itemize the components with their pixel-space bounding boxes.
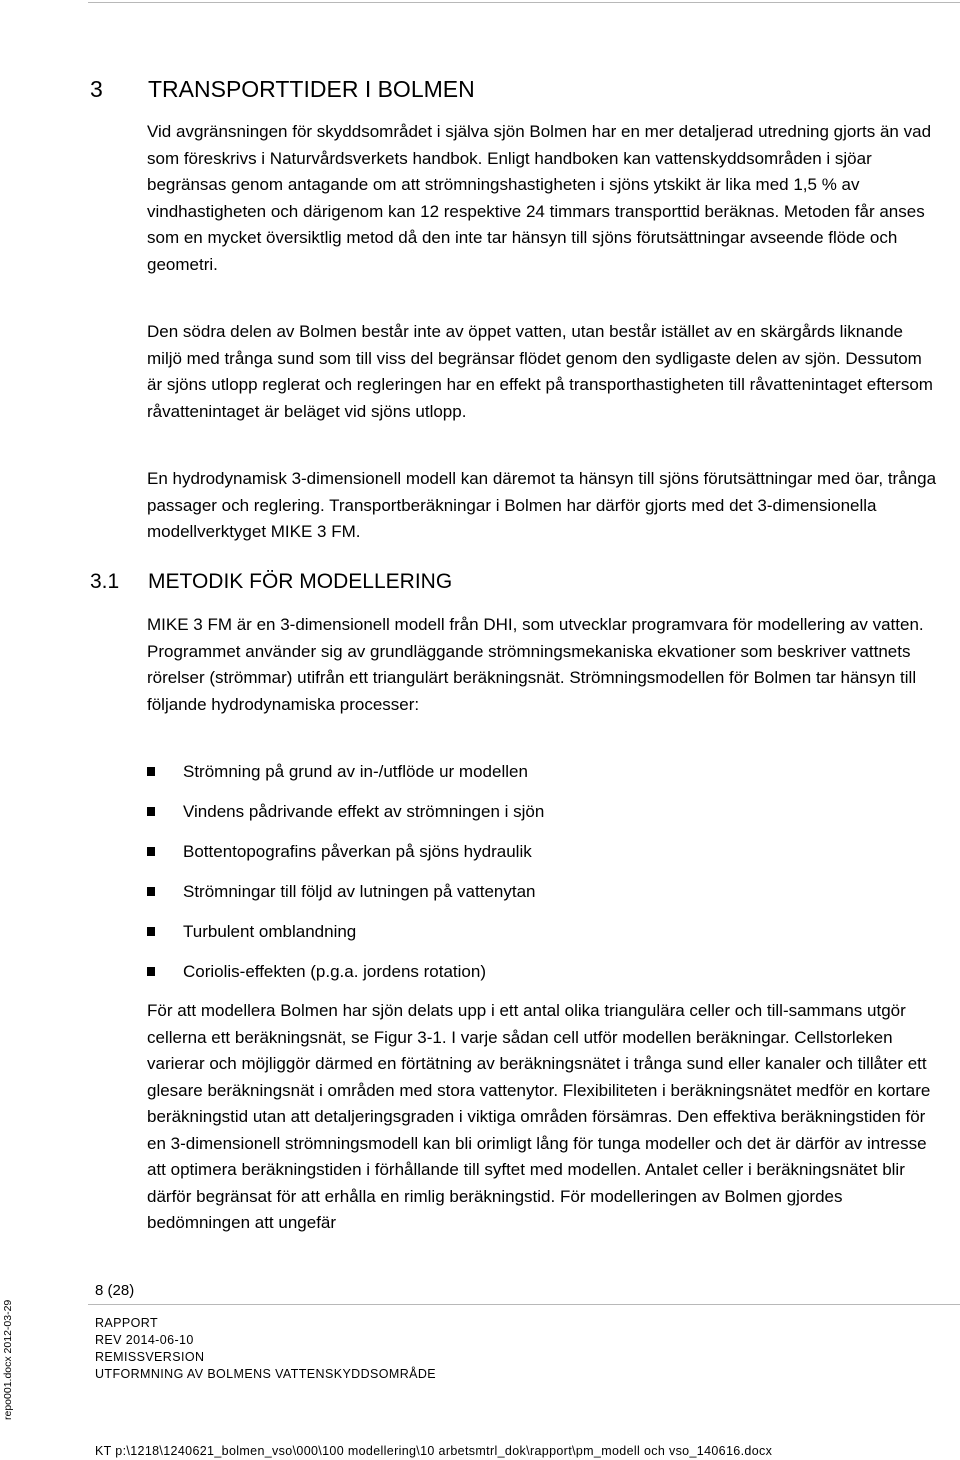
square-bullet-icon (147, 847, 155, 856)
list-item: Strömningar till följd av lutningen på vattenytan (147, 877, 544, 917)
subsection-heading (90, 570, 452, 594)
paragraph-model: En hydrodynamisk 3-dimensionell modell kan däremot ta hänsyn till sjöns förutsättningar med öar, trånga passager och reglering. Transportberäkningar i Bolmen har därför gjorts med det 3-dimensionella modellverktyget MIKE 3 FM. (147, 469, 937, 541)
square-bullet-icon (147, 807, 155, 816)
paragraph-intro: Vid avgränsningen för skyddsområdet i själva sjön Bolmen har en mer detaljerad utredning gjorts än vad som föreskrivs i Naturvårdsverkets handbok. Enligt handboken kan vattenskyddsområden i sjöar begränsas genom antagande om att strömningshastigheten i sjöns ytskikt är lika med 1,5 % av vindhastigheten och därigenom kan 12 respektive 24 timmars transporttid beräknas. Metoden får anses som en mycket översiktlig metod då den inte tar hänsyn till sjöns förutsättningar avseende flöde och geometri. (147, 122, 932, 274)
paragraph-south: Den södra delen av Bolmen består inte av öppet vatten, utan består istället av en skärgårds liknande miljö med trånga sund som till viss del begränsar flödet genom den sydligaste delen av sjön. Dessutom är sjöns utlopp reglerat och regleringen har en effekt på transporthastigheten till råvattenintaget eftersom råvattenintaget är beläget vid sjöns utlopp. (147, 322, 933, 421)
square-bullet-icon (147, 967, 155, 976)
square-bullet-icon (147, 887, 155, 896)
list-item: Coriolis-effekten (p.g.a. jordens rotation) (147, 957, 544, 997)
footer-info (95, 1315, 436, 1383)
section-title: TRANSPORTTIDER I BOLMEN (148, 76, 475, 102)
footer-revision: REV 2014-06-10 (95, 1333, 194, 1347)
file-path: KT p:\1218\1240621_bolmen_vso\000\100 modellering\10 arbetsmtrl_dok\rapport\pm_modell och vso_140616.docx (95, 1444, 773, 1458)
section-heading (90, 76, 475, 103)
header-rule (88, 2, 960, 3)
footer-doc-title: UTFORMNING AV BOLMENS VATTENSKYDDSOMRÅDE (95, 1367, 437, 1381)
footer-rule (88, 1304, 960, 1305)
footer-version: REMISSVERSION (95, 1350, 205, 1364)
list-item: Turbulent omblandning (147, 917, 544, 957)
list-item: Strömning på grund av in-/utflöde ur modellen (147, 757, 544, 797)
process-list (147, 757, 544, 997)
square-bullet-icon (147, 927, 155, 936)
list-item: Vindens pådrivande effekt av strömningen i sjön (147, 797, 544, 837)
paragraph-mesh: För att modellera Bolmen har sjön delats upp i ett antal olika triangulära celler och till-sammans utgör cellerna ett beräkningsnät, se Figur 3-1. I varje sådan cell utför modellen beräkningar. Cellstorleken varierar och möjliggör därmed en förtätning av beräkningsnätet i trånga sund eller kanaler och tillåter ett glesare beräkningsnät i områden med stora vattenytor. Flexibiliteten i beräkningsnätet medför en kortare beräkningstid utan att detaljeringsgraden i viktiga områden försämras. Den effektiva beräkningstiden för en 3-dimensionell strömningsmodell kan bli orimligt lång för tunga modeller och det är därför av intresse att optimera beräkningstiden i förhållande till syftet med modellen. Antalet celler i beräkningsnätet blir därför begränsat för att erhålla en rimlig beräkningstid. För modelleringen av Bolmen gjordes bedömningen att ungefär (147, 1001, 931, 1232)
page-number: 8 (28) (95, 1282, 135, 1299)
section-number: 3 (90, 76, 103, 102)
paragraph-method: MIKE 3 FM är en 3-dimensionell modell från DHI, som utvecklar programvara för modellering av vatten. Programmet använder sig av grundläggande strömningsmekaniska ekvationer som beskriver vattnets rörelser (strömmar) utifrån ett triangulärt beräkningsnät. Strömningsmodellen för Bolmen tar hänsyn till följande hydrodynamiska processer: (147, 615, 924, 714)
square-bullet-icon (147, 767, 155, 776)
list-item: Bottentopografins påverkan på sjöns hydraulik (147, 837, 544, 877)
subsection-number: 3.1 (90, 570, 120, 593)
footer-doc-type: RAPPORT (95, 1316, 158, 1330)
template-id: repo001.docx 2012-03-29 (2, 1299, 14, 1420)
subsection-title: METODIK FÖR MODELLERING (148, 570, 453, 593)
